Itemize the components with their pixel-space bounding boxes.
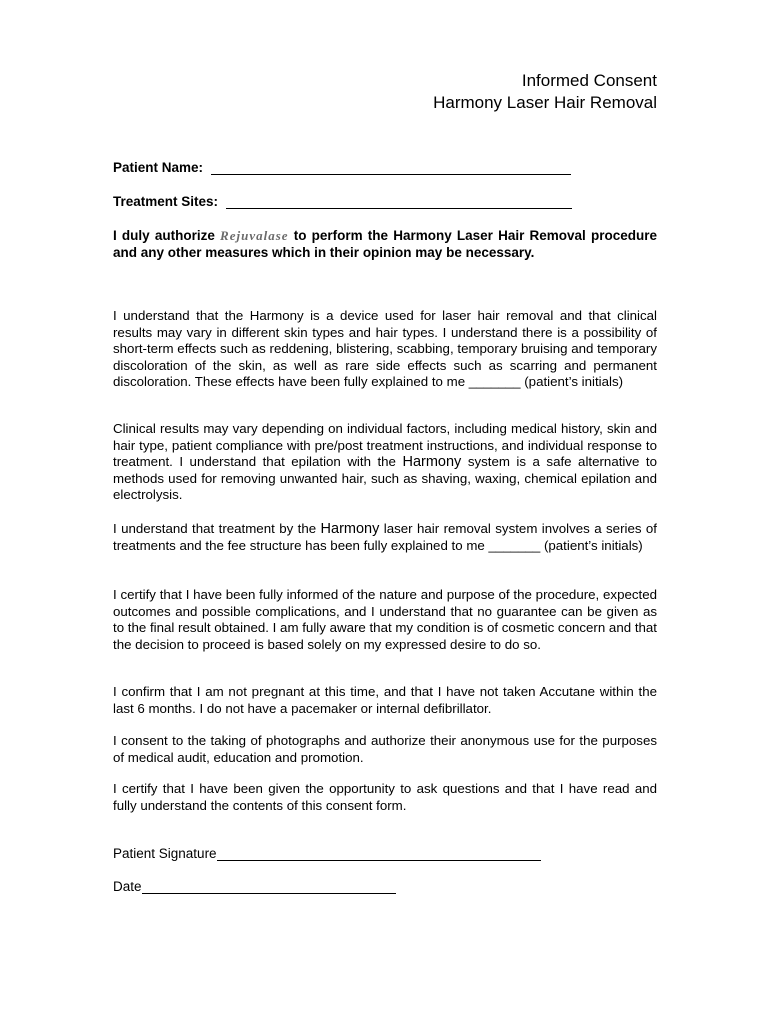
paragraph-device-effects: I understand that the Harmony is a device used for laser hair removal and that clinical results may vary in different skin types and hair types. I understand there is a possibility of short-term effects such as reddening, blistering, scabbing, temporary bruising and temporary discoloration of the skin, as well as rare side effects such as scarring and permanent discoloration. These effects have been fully explained to me _______ (patient’s initials)	[113, 308, 657, 389]
document-title: Informed Consent	[521, 71, 657, 90]
paragraph-pregnancy-confirmation: I confirm that I am not pregnant at this time, and that I have not taken Accutane within the last 6 months. I do not have a pacemaker or internal defibrillator.	[113, 684, 657, 716]
clinical-results-text-b: system is a safe alternative to methods used for removing unwanted hair, such as shaving, waxing, chemical epilation and electrolysis.	[113, 454, 658, 502]
patient-signature-field	[113, 846, 541, 861]
authorization-statement	[113, 227, 657, 261]
paragraph-final-certification: I certify that I have been given the opportunity to ask questions and that I have read and fully understand the contents of this consent form.	[113, 781, 657, 813]
treatment-sites-line[interactable]	[226, 196, 572, 209]
patient-name-field	[113, 160, 571, 175]
harmony-brand-text: Harmony	[402, 454, 462, 470]
treatment-sites-field	[113, 194, 572, 209]
patient-signature-label: Patient Signature	[113, 846, 217, 861]
patient-name-line[interactable]	[211, 162, 571, 175]
paragraph-certification: I certify that I have been fully informed of the nature and purpose of the procedure, expected outcomes and possible complications, and I understand that no guarantee can be given as to the final result obtained. I am fully aware that my condition is of cosmetic concern and that the decision to proceed is based solely on my expressed desire to do so.	[113, 587, 657, 652]
patient-name-label: Patient Name:	[113, 160, 204, 175]
date-line[interactable]	[142, 881, 396, 894]
date-field	[113, 879, 396, 894]
harmony-brand-text: Harmony	[320, 521, 380, 537]
date-label: Date	[113, 879, 142, 894]
clinic-brand-name: Rejuvalase	[220, 228, 289, 243]
treatment-series-text-a: I understand that treatment by the	[113, 521, 317, 536]
document-subtitle: Harmony Laser Hair Removal	[433, 93, 657, 112]
paragraph-clinical-results	[113, 421, 657, 504]
paragraph-photograph-consent: I consent to the taking of photographs and authorize their anonymous use for the purposes of medical audit, education and promotion.	[113, 733, 657, 765]
treatment-sites-label: Treatment Sites:	[113, 194, 219, 209]
patient-signature-line[interactable]	[217, 848, 541, 861]
treatment-series-text-b: laser hair removal system involves a series of treatments and the fee structure has been fully explained to me _______ (patient’s initials)	[113, 521, 657, 553]
authorize-suffix: to perform the Harmony Laser Hair Removal procedure and any other measures which in their opinion may be necessary.	[113, 228, 657, 260]
paragraph-treatment-series	[113, 521, 657, 554]
document-header	[433, 70, 657, 114]
clinical-results-text-a: Clinical results may vary depending on individual factors, including medical history, skin and hair type, patient compliance with pre/post treatment instructions, and individual response to treatment. I understand that epilation with the	[113, 421, 657, 469]
authorize-prefix: I duly authorize	[113, 228, 215, 243]
